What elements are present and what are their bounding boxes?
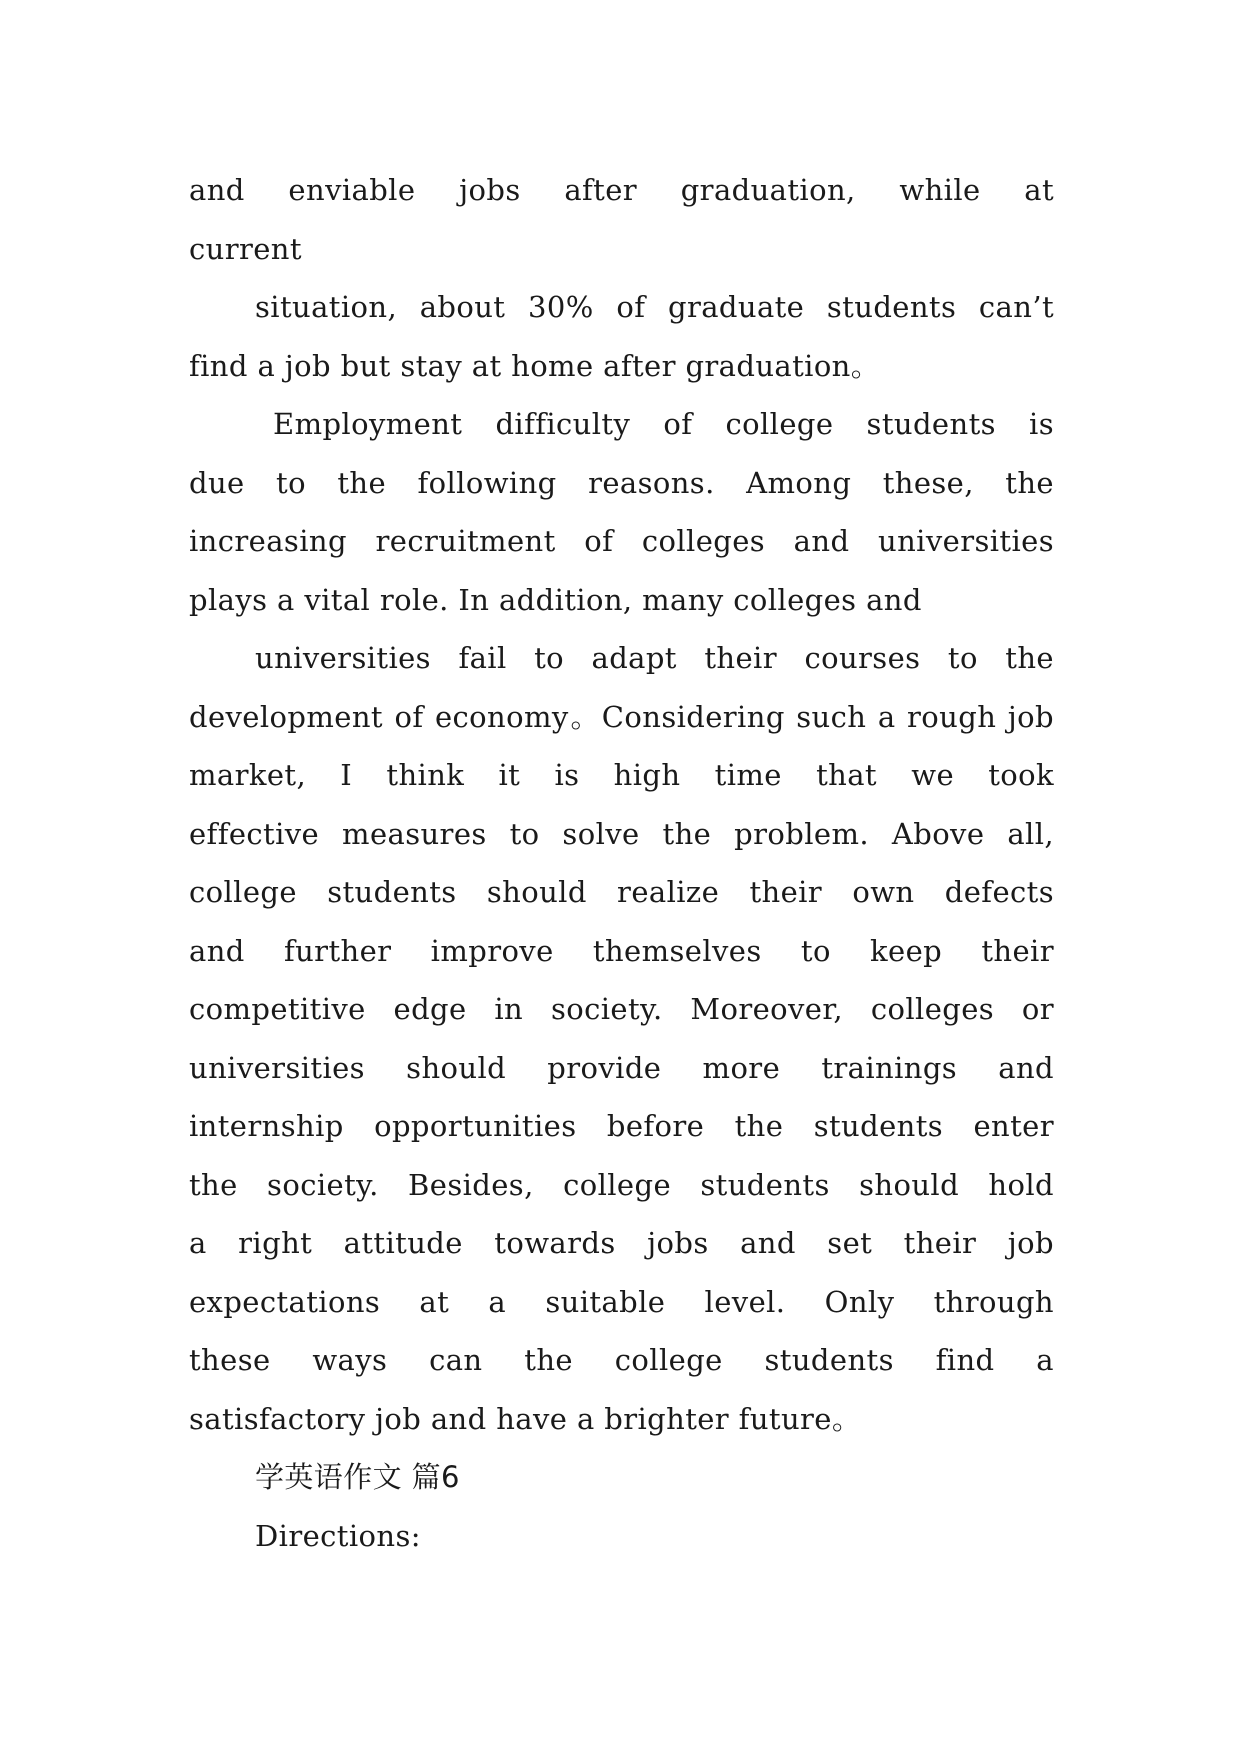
text-line: plays a vital role. In addition, many colleges and xyxy=(189,582,922,617)
text-line: increasing recruitment of colleges and universities xyxy=(189,524,1054,558)
text-line: find a job but stay at home after graduation。 xyxy=(189,348,881,383)
text-line: development of economy。Considering such a rough job xyxy=(189,699,1054,734)
directions-label: Directions: xyxy=(255,1518,421,1553)
section-heading: 学英语作文 篇6 xyxy=(255,1460,460,1494)
text-line: and further improve themselves to keep their xyxy=(189,933,1054,968)
text-line: situation, about 30% of graduate students can’t xyxy=(255,290,1054,324)
text-line: Employment difficulty of college students is xyxy=(273,407,1054,441)
text-line: market, I think it is high time that we took xyxy=(189,758,1054,792)
text-line: the society. Besides, college students should hold xyxy=(189,1167,1054,1202)
document-page xyxy=(189,161,1054,1565)
text-line: universities fail to adapt their courses to the xyxy=(255,641,1054,675)
text-line: current xyxy=(189,231,302,266)
text-line: competitive edge in society. Moreover, colleges or xyxy=(189,992,1054,1026)
text-line: internship opportunities before the students enter xyxy=(189,1109,1054,1143)
text-line: these ways can the college students find a xyxy=(189,1343,1054,1377)
text-line: and enviable jobs after graduation, while at xyxy=(189,173,1054,207)
text-line: effective measures to solve the problem. Above all, xyxy=(189,816,1054,851)
text-line: expectations at a suitable level. Only through xyxy=(189,1284,1054,1319)
text-line: universities should provide more trainings and xyxy=(189,1050,1054,1085)
text-line: satisfactory job and have a brighter future。 xyxy=(189,1401,862,1436)
text-line: college students should realize their own defects xyxy=(189,875,1054,909)
text-line: a right attitude towards jobs and set their job xyxy=(189,1226,1054,1260)
text-line: due to the following reasons. Among these, the xyxy=(189,465,1054,500)
